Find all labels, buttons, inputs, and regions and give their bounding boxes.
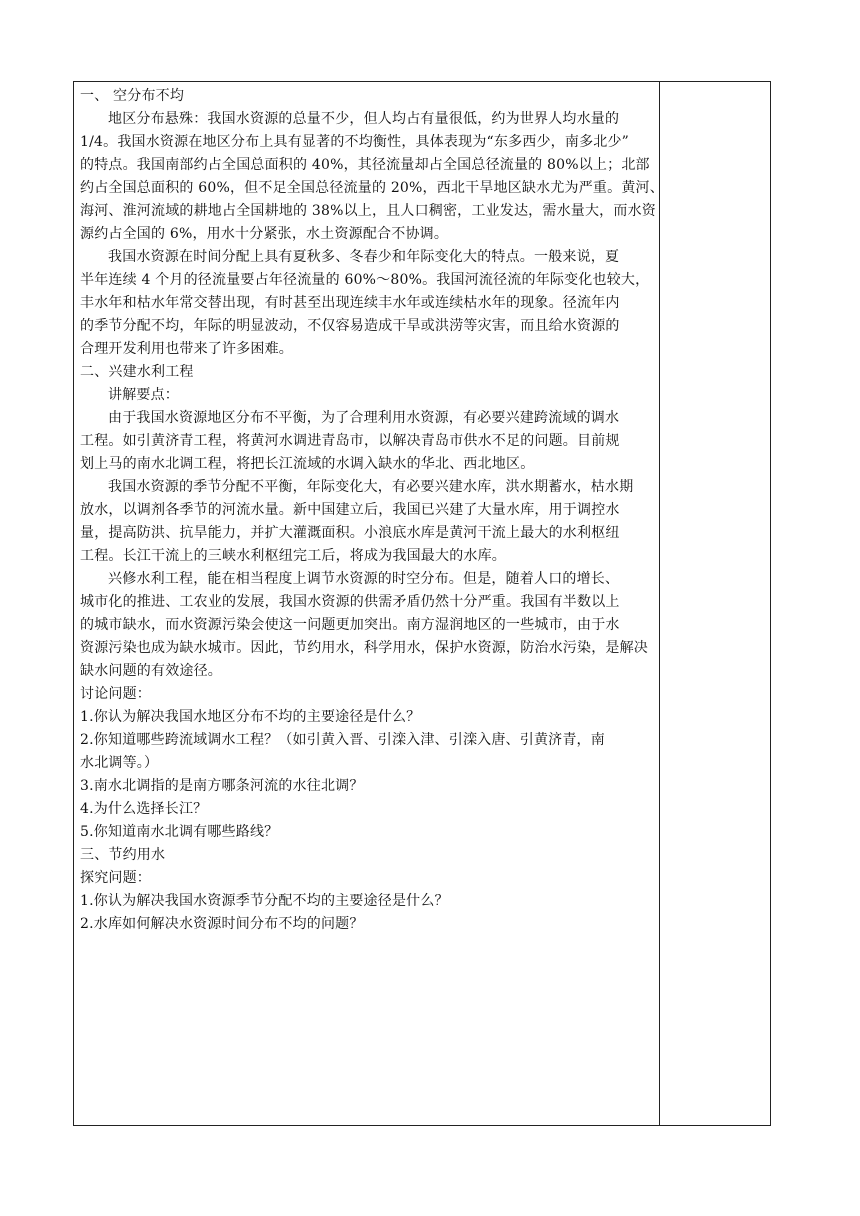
paragraph-1-line: 地区分布悬殊：我国水资源的总量不少，但人均占有量很低，约为世界人均水量的 xyxy=(108,111,620,127)
paragraph-1-line: 约占全国总面积的 60%，但不足全国总径流量的 20%，西北干旱地区缺水尤为严重。黄河、 xyxy=(80,180,664,196)
discussion-question-4: 4.为什么选择长江？ xyxy=(80,801,208,817)
paragraph-2-line: 的季节分配不均，年际的明显波动，不仅容易造成干旱或洪涝等灾害，而且给水资源的 xyxy=(80,318,620,334)
paragraph-2-line: 合理开发利用也带来了许多困难。 xyxy=(80,341,293,357)
discussion-question-2: 2.你知道哪些跨流域调水工程？（如引黄入晋、引滦入津、引滦入唐、引黄济青，南 xyxy=(80,732,605,748)
paragraph-2-line: 半年连续 4 个月的径流量要占年径流量的 60%～80%。我国河流径流的年际变化也较大， xyxy=(80,272,650,288)
paragraph-5-line: 兴修水利工程，能在相当程度上调节水资源的时空分布。但是，随着人口的增长、 xyxy=(108,571,620,587)
paragraph-4-line: 我国水资源的季节分配不平衡，年际变化大，有必要兴建水库，洪水期蓄水，枯水期 xyxy=(108,479,634,495)
paragraph-3-line: 由于我国水资源地区分布不平衡，为了合理利用水资源，有必要兴建跨流域的调水 xyxy=(108,410,620,426)
paragraph-2-line: 丰水年和枯水年常交替出现，有时甚至出现连续丰水年或连续枯水年的现象。径流年内 xyxy=(80,295,620,311)
paragraph-4-line: 工程。长江干流上的三峡水利枢纽完工后，将成为我国最大的水库。 xyxy=(80,548,506,564)
paragraph-1-line: 源约占全国的 6%，用水十分紧张，水土资源配合不协调。 xyxy=(80,226,449,242)
discussion-question-2-cont: 水北调等。） xyxy=(80,755,159,771)
discussion-title: 讨论问题： xyxy=(80,686,151,702)
discussion-question-5: 5.你知道南水北调有哪些路线？ xyxy=(80,824,279,840)
paragraph-5-line: 城市化的推进、工农业的发展，我国水资源的供需矛盾仍然十分严重。我国有半数以上 xyxy=(80,594,620,610)
discussion-question-3: 3.南水北调指的是南方哪条河流的水往北调？ xyxy=(80,778,364,794)
section-2-title: 二、兴建水利工程 xyxy=(80,364,194,380)
paragraph-4-line: 放水，以调剂各季节的河流水量。新中国建立后，我国已兴建了大量水库，用于调控水 xyxy=(80,502,620,518)
paragraph-1-line: 的特点。我国南部约占全国总面积的 40%，其径流量却占全国总径流量的 80%以上；北部 xyxy=(80,157,650,173)
explore-question-2: 2.水库如何解决水资源时间分布不均的问题？ xyxy=(80,916,364,932)
section-1-title: 一、 空分布不均 xyxy=(80,88,185,104)
paragraph-4-line: 量，提高防洪、抗旱能力，并扩大灌溉面积。小浪底水库是黄河干流上最大的水利枢纽 xyxy=(80,525,620,541)
paragraph-1-line: 1/4。我国水资源在地区分布上具有显著的不均衡性，具体表现为“东多西少，南多北少” xyxy=(80,134,630,150)
section-3-title: 三、节约用水 xyxy=(80,847,166,863)
paragraph-5-line: 资源污染也成为缺水城市。因此，节约用水，科学用水，保护水资源，防治水污染，是解决 xyxy=(80,640,648,656)
paragraph-3-line: 工程。如引黄济青工程，将黄河水调进青岛市，以解决青岛市供水不足的问题。目前规 xyxy=(80,433,620,449)
key-points-label: 讲解要点： xyxy=(108,387,179,403)
paragraph-5-line: 缺水问题的有效途径。 xyxy=(80,663,222,679)
paragraph-3-line: 划上马的南水北调工程，将把长江流域的水调入缺水的华北、西北地区。 xyxy=(80,456,535,472)
paragraph-5-line: 的城市缺水，而水资源污染会使这一问题更加突出。南方湿润地区的一些城市，由于水 xyxy=(80,617,620,633)
paragraph-1-line: 海河、淮河流域的耕地占全国耕地的 38%以上，且人口稠密，工业发达，需水量大，而水资 xyxy=(80,203,656,219)
paragraph-2-line: 我国水资源在时间分配上具有夏秋多、冬春少和年际变化大的特点。一般来说，夏 xyxy=(108,249,620,265)
discussion-question-1: 1.你认为解决我国水地区分布不均的主要途径是什么？ xyxy=(80,709,421,725)
lesson-content xyxy=(80,85,664,936)
column-divider xyxy=(659,82,660,1125)
lesson-table xyxy=(73,81,771,1126)
explore-question-1: 1.你认为解决我国水资源季节分配不均的主要途径是什么？ xyxy=(80,893,449,909)
explore-title: 探究问题： xyxy=(80,870,151,886)
